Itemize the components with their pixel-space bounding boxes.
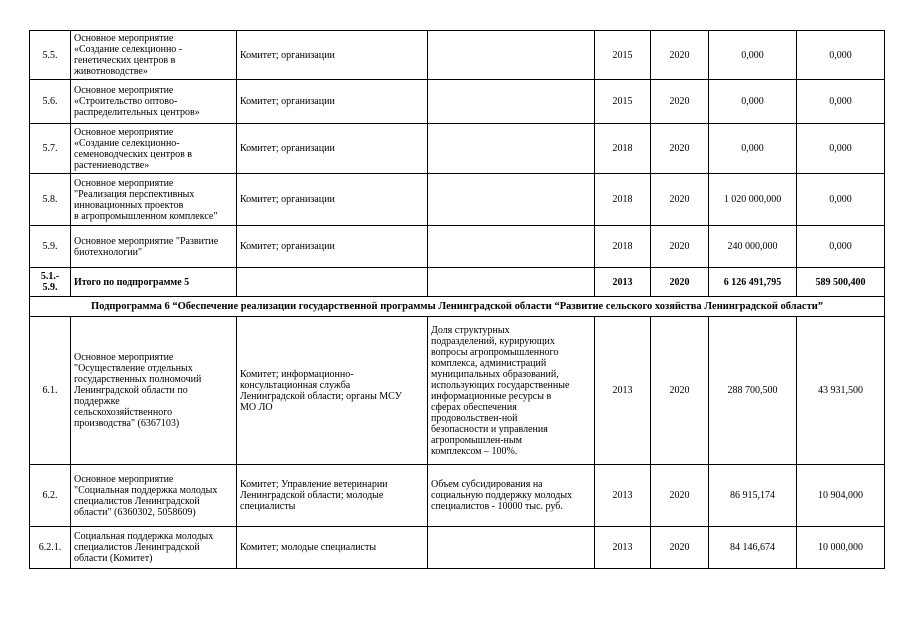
year-amount: 0,000 <box>797 80 885 124</box>
indicator <box>428 527 595 569</box>
executor: Комитет; организации <box>237 80 428 124</box>
table-row <box>30 31 885 80</box>
executor: Комитет; информационно- консультационная служба Ленинградской области; органы МСУ МО ЛО <box>237 317 428 465</box>
year-amount: 10 904,000 <box>797 465 885 527</box>
end-year: 2020 <box>651 124 709 174</box>
activity-name: Основное мероприятие "Осуществление отдельных государственных полномочий Ленинградской области по поддержке сельскохозяйственного производства" (6367103) <box>71 317 237 465</box>
year-amount: 0,000 <box>797 226 885 268</box>
activity-name: Основное мероприятие «Создание селекционно - генетических центров в животноводстве» <box>71 31 237 80</box>
row-number: 5.7. <box>30 124 71 174</box>
total-amount: 84 146,674 <box>709 527 797 569</box>
start-year: 2015 <box>595 80 651 124</box>
executor <box>237 268 428 297</box>
row-number: 6.2. <box>30 465 71 527</box>
program-table <box>29 30 885 569</box>
start-year: 2015 <box>595 31 651 80</box>
table-row <box>30 174 885 226</box>
table-row <box>30 80 885 124</box>
start-year: 2018 <box>595 226 651 268</box>
start-year: 2013 <box>595 268 651 297</box>
executor: Комитет; организации <box>237 174 428 226</box>
indicator <box>428 226 595 268</box>
total-amount: 0,000 <box>709 80 797 124</box>
indicator <box>428 174 595 226</box>
executor: Комитет; организации <box>237 226 428 268</box>
table-row <box>30 124 885 174</box>
year-amount: 0,000 <box>797 31 885 80</box>
year-amount: 589 500,400 <box>797 268 885 297</box>
table-row <box>30 317 885 465</box>
table-row <box>30 465 885 527</box>
activity-name: Основное мероприятие "Социальная поддержка молодых специалистов Ленинградской области" (6360302, 5058609) <box>71 465 237 527</box>
row-number: 5.5. <box>30 31 71 80</box>
section-header-row <box>30 297 885 317</box>
table-row <box>30 226 885 268</box>
indicator: Доля структурных подразделений, курирующих вопросы агропромышленного комплекса, администраций муниципальных образований, использующих государственные информационные ресурсы в сферах обеспечения продовольствен-ной безопасности и управления агропромышлен-ным комплексом – 100%. <box>428 317 595 465</box>
executor: Комитет; молодые специалисты <box>237 527 428 569</box>
start-year: 2013 <box>595 527 651 569</box>
executor: Комитет; Управление ветеринарии Ленинградской области; молодые специалисты <box>237 465 428 527</box>
total-amount: 86 915,174 <box>709 465 797 527</box>
year-amount: 43 931,500 <box>797 317 885 465</box>
total-row <box>30 268 885 297</box>
subprogram-title: Подпрограмма 6 “Обеспечение реализации государственной программы Ленинградской области “Развитие сельского хозяйства Ленинградской области” <box>30 297 885 317</box>
activity-name: Основное мероприятие "Развитие биотехнологии" <box>71 226 237 268</box>
start-year: 2013 <box>595 317 651 465</box>
indicator <box>428 80 595 124</box>
year-amount: 10 000,000 <box>797 527 885 569</box>
total-amount: 0,000 <box>709 31 797 80</box>
end-year: 2020 <box>651 174 709 226</box>
start-year: 2018 <box>595 124 651 174</box>
indicator <box>428 124 595 174</box>
end-year: 2020 <box>651 226 709 268</box>
executor: Комитет; организации <box>237 31 428 80</box>
end-year: 2020 <box>651 527 709 569</box>
indicator <box>428 31 595 80</box>
executor: Комитет; организации <box>237 124 428 174</box>
total-amount: 6 126 491,795 <box>709 268 797 297</box>
end-year: 2020 <box>651 317 709 465</box>
start-year: 2013 <box>595 465 651 527</box>
row-number: 5.6. <box>30 80 71 124</box>
year-amount: 0,000 <box>797 124 885 174</box>
indicator <box>428 268 595 297</box>
row-number: 5.1.- 5.9. <box>30 268 71 297</box>
table-row <box>30 527 885 569</box>
row-number: 5.8. <box>30 174 71 226</box>
year-amount: 0,000 <box>797 174 885 226</box>
activity-name: Основное мероприятие «Создание селекционно- семеноводческих центров в растениеводстве» <box>71 124 237 174</box>
end-year: 2020 <box>651 31 709 80</box>
row-number: 6.1. <box>30 317 71 465</box>
activity-name: Основное мероприятие "Реализация перспективных инновационных проектов в агропромышленном комплексе" <box>71 174 237 226</box>
total-amount: 288 700,500 <box>709 317 797 465</box>
row-number: 6.2.1. <box>30 527 71 569</box>
total-amount: 1 020 000,000 <box>709 174 797 226</box>
row-number: 5.9. <box>30 226 71 268</box>
start-year: 2018 <box>595 174 651 226</box>
total-amount: 240 000,000 <box>709 226 797 268</box>
indicator: Объем субсидирования на социальную поддержку молодых специалистов - 10000 тыс. руб. <box>428 465 595 527</box>
total-amount: 0,000 <box>709 124 797 174</box>
activity-name: Основное мероприятие «Строительство оптово- распределительных центров» <box>71 80 237 124</box>
total-label: Итого по подпрограмме 5 <box>71 268 237 297</box>
end-year: 2020 <box>651 268 709 297</box>
end-year: 2020 <box>651 465 709 527</box>
end-year: 2020 <box>651 80 709 124</box>
activity-name: Социальная поддержка молодых специалистов Ленинградской области (Комитет) <box>71 527 237 569</box>
